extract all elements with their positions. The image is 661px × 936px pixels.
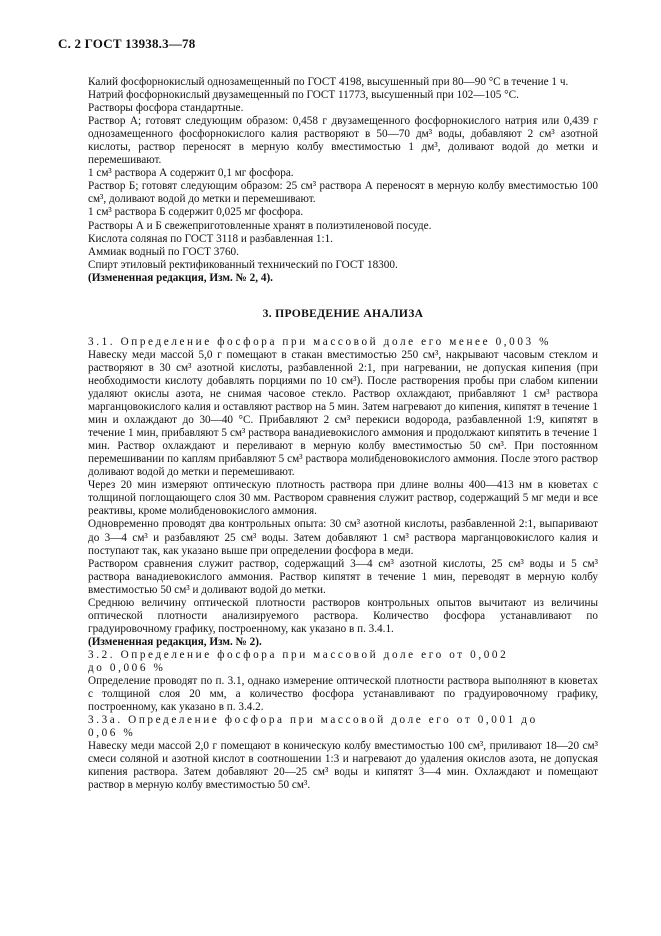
clause-heading-3-2 [88, 649, 598, 675]
clause-heading-3-1: 3.1. Определение фосфора при массовой доле его менее 0,003 % [88, 335, 552, 348]
clause-paragraph: Навеску меди массой 5,0 г помещают в стакан вместимостью 250 см³, накрывают часовым стеклом и растворяют в 30 см³ азотной кислоты, разбавленной 2:1, при нагревании, не допуская кипения (при необходимости кислоту добавлять порциями по 10 см³). После растворения пробы при слабом кипении удаляют окислы азота, не снимая часовое стекло. Раствор охлаждают, прибавляют 1 см³ раствора марганцовокислого калия и оставляют раствор на 5 мин. Затем нагревают до кипения, кипятят в течение 1 мин и охлаждают до 30—40 °С. Прибавляют 2 см³ перекиси водорода, разбавленной 1:9, кипятят в течение 1 мин, прибавляют 5 см³ раствора ванадиевокислого аммония и продолжают кипятить в течение 1 мин. Раствор охлаждают и переливают в мерную колбу вместимостью 50 см³. При постоянном перемешивании по каплям прибавляют 5 см³ раствора молибденовокислого аммония. После этого раствор доливают водой до метки и перемешивают. [88, 348, 598, 479]
reagent-paragraph: Раствор Б; готовят следующим образом: 25 см³ раствора А переносят в мерную колбу вместимостью 100 см³, доливают водой до метки и перемешивают. [88, 180, 598, 206]
reagent-paragraph: Натрий фосфорнокислый двузамещенный по ГОСТ 11773, высушенный при 102—105 °С. [88, 89, 519, 102]
reagent-paragraph: Аммиак водный по ГОСТ 3760. [88, 245, 239, 258]
clause-heading-line: до 0,006 % [88, 661, 166, 674]
section-title: 3. ПРОВЕДЕНИЕ АНАЛИЗА [262, 306, 424, 320]
clause-paragraph: Определение проводят по п. 3.1, однако измерение оптической плотности раствора выполняют в кюветах с толщиной слоя 20 мм, а количество фосфора устанавливают по градуировочному графику, построенному, как указано в п. 3.4.2. [88, 675, 598, 714]
clause-paragraph: Одновременно проводят два контрольных опыта: 30 см³ азотной кислоты, разбавленной 2:1, выпаривают до 3—4 см³ и разбавляют 25 см³ воды. Затем добавляют 1 см³ раствора марганцовокислого калия и поступают так, как указано выше при определении фосфора в меди. [88, 518, 598, 557]
reagent-paragraph: Растворы фосфора стандартные. [88, 102, 244, 115]
clause-heading-3-3a [88, 714, 598, 740]
clause-heading-line: 3.2. Определение фосфора при массовой доле его от 0,002 [88, 648, 509, 661]
clause-paragraph: Раствором сравнения служит раствор, содержащий 3—4 см³ азотной кислоты, 25 см³ воды и 5 см³ раствора ванадиевокислого аммония. Раствор кипятят в течение 1 мин, переводят в мерную колбу вместимостью 50 см³ и доливают водой до метки. [88, 557, 598, 596]
reagent-paragraph: Спирт этиловый ректификованный технический по ГОСТ 18300. [88, 258, 398, 271]
amendment-note: (Измененная редакция, Изм. № 2, 4). [88, 271, 273, 284]
reagent-paragraph: 1 см³ раствора Б содержит 0,025 мг фосфора. [88, 206, 304, 219]
reagent-paragraph: Раствор А; готовят следующим образом: 0,458 г двузамещенного фосфорнокислого натрия или 0,439 г однозамещенного фосфорнокислого калия растворяют в 50—70 дм³ воды, добавляют 2 см³ азотной кислоты, раствор переносят в мерную колбу вместимостью 1 дм³, доливают водой до метки и перемешивают. [88, 115, 598, 167]
clause-heading-line: 3.3а. Определение фосфора при массовой доле его от 0,001 до [88, 714, 538, 727]
clause-heading-line: 0,06 % [88, 727, 136, 740]
document-body [88, 76, 598, 792]
reagent-paragraph: 1 см³ раствора А содержит 0,1 мг фосфора. [88, 167, 294, 180]
reagent-paragraph: Растворы А и Б свежеприготовленные хранят в полиэтиленовой посуде. [88, 219, 432, 232]
clause-paragraph: Навеску меди массой 2,0 г помещают в коническую колбу вместимостью 100 см³, приливают 18—20 см³ смеси соляной и азотной кислот в соотношении 1:3 и нагревают до удаления окислов азота, не допуская кипения раствора. Затем добавляют 20—25 см³ воды и кипятят 3—4 мин. Охлаждают и помещают раствор в мерную колбу вместимостью 50 см³. [88, 740, 598, 792]
reagent-paragraph: Калий фосфорнокислый однозамещенный по ГОСТ 4198, высушенный при 80—90 °С в течение 1 ч. [88, 76, 569, 88]
clause-paragraph: Через 20 мин измеряют оптическую плотность раствора при длине волны 400—413 нм в кюветах с толщиной поглощающего слоя 30 мм. Раствором сравнения служит раствор, содержащий 5 мг меди и все реактивы, кроме молибденовокислого аммония. [88, 479, 598, 518]
page-header: С. 2 ГОСТ 13938.3—78 [58, 36, 196, 51]
clause-paragraph: Среднюю величину оптической плотности растворов контрольных опытов вычитают из величины оптической плотности анализируемого раствора. Количество фосфора устанавливают по градуировочному графику, построенному, как указано в п. 3.4.1. [88, 596, 598, 635]
reagent-paragraph: Кислота соляная по ГОСТ 3118 и разбавленная 1:1. [88, 232, 333, 245]
amendment-note: (Измененная редакция, Изм. № 2). [88, 635, 262, 648]
